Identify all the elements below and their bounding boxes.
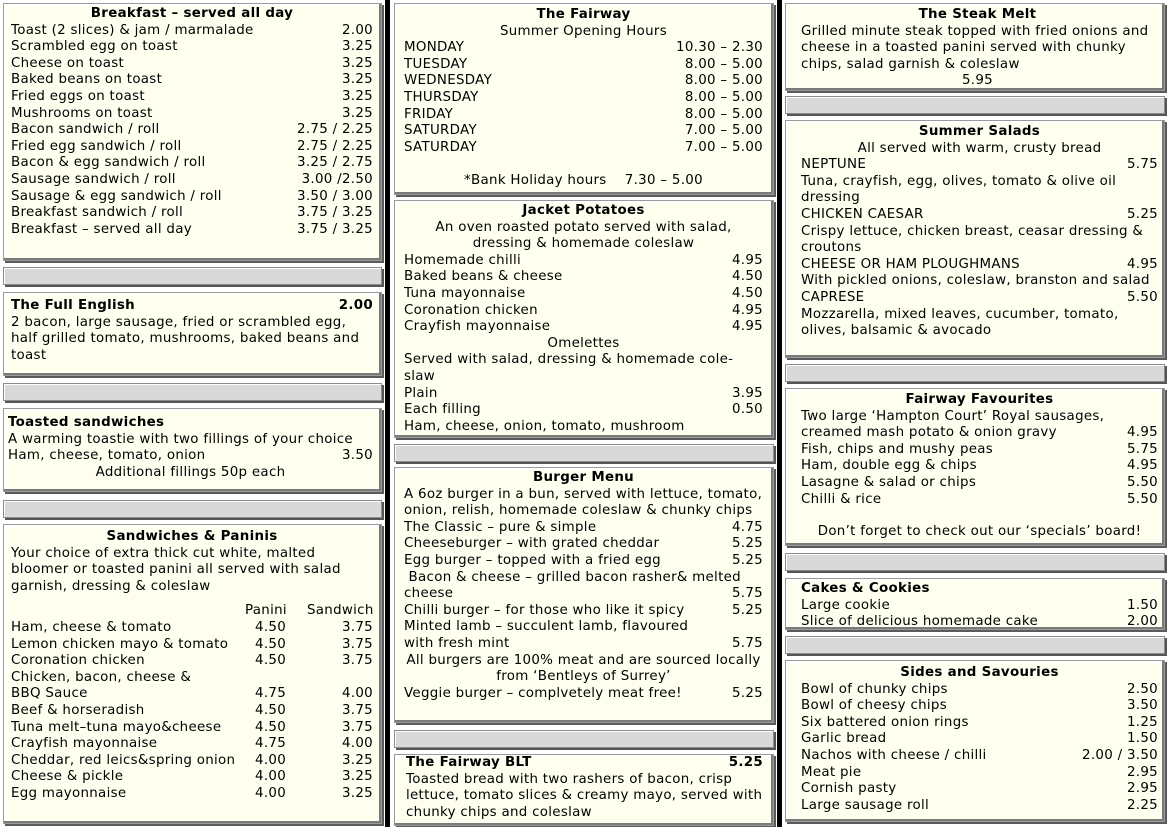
- cakes-panel: [785, 578, 1165, 630]
- menu-item: with fresh mint 5.75: [404, 635, 763, 651]
- full-english-description: 2 bacon, large sausage, fried or scrambled egg, half grilled tomato, mushrooms, baked beans and toast: [11, 314, 360, 363]
- menu-item: Each filling 0.50: [404, 402, 763, 418]
- hours-row: FRIDAY 8.00 – 5.00: [404, 106, 763, 122]
- sandwich-row: Chicken, bacon, cheese &: [11, 669, 192, 685]
- salad-description: Mozzarella, mixed leaves, cucumber, tomato, olives, balsamic & avocado: [801, 306, 1119, 339]
- sandwich-row: Tuna melt–tuna mayo&cheese 4.50 3.75: [11, 719, 373, 735]
- blt-description: Toasted bread with two rashers of bacon, crisp lettuce, tomato slices & creamy mayo, served with chunky chips and coleslaw: [406, 771, 763, 820]
- sandwiches-description: Your choice of extra thick cut white, malted bloomer or toasted panini all served with salad garnish, dressing & coleslaw: [11, 545, 341, 594]
- salad-item: CAPRESE 5.50: [801, 289, 1158, 305]
- menu-item: Mushrooms on toast 3.25: [11, 105, 373, 121]
- toasted-title: Toasted sandwiches: [8, 415, 165, 430]
- menu-item: Crayfish mayonnaise 4.95: [404, 319, 763, 335]
- menu-item: Meat pie 2.95: [801, 764, 1158, 780]
- hours-subtitle: Summer Opening Hours: [499, 23, 668, 39]
- opening-hours-panel: [394, 3, 774, 195]
- menu-item: Cheese on toast 3.25: [11, 55, 373, 71]
- hours-row: TUESDAY 8.00 – 5.00: [404, 56, 763, 72]
- sandwich-row: Beef & horseradish 4.50 3.75: [11, 702, 373, 718]
- menu-item: Garlic bread 1.50: [801, 731, 1158, 747]
- menu-item: Breakfast – served all day 3.75 / 3.25: [11, 221, 373, 237]
- column-divider-left: [385, 0, 390, 827]
- menu-item: Fried eggs on toast 3.25: [11, 88, 373, 104]
- menu-item: Cheeseburger – with grated cheddar 5.25: [404, 536, 763, 552]
- menu-item: Cornish pasty 2.95: [801, 781, 1158, 797]
- menu-item: Scrambled egg on toast 3.25: [11, 39, 373, 55]
- menu-item: Chilli & rice 5.50: [801, 491, 1158, 507]
- divider-bar: [3, 383, 382, 401]
- omelettes-title: Omelettes: [547, 335, 620, 351]
- menu-item: Toast (2 slices) & jam / marmalade 2.00: [11, 22, 373, 38]
- sandwiches-column-headers: [11, 603, 373, 620]
- column-sandwich: Sandwich: [307, 603, 374, 619]
- steak-price: 5.95: [961, 73, 993, 89]
- jacket-description: An oven roasted potato served with salad, dressing & homemade coleslaw: [435, 219, 732, 252]
- salad-item: CHEESE OR HAM PLOUGHMANS 4.95: [801, 256, 1158, 272]
- divider-bar: [785, 96, 1165, 114]
- divider-bar: [3, 500, 382, 518]
- divider-bar: [394, 444, 774, 462]
- divider-bar: [785, 364, 1165, 382]
- sandwich-row: Ham, cheese & tomato 4.50 3.75: [11, 619, 373, 635]
- favourites-title: Fairway Favourites: [905, 392, 1054, 407]
- burger-panel: [394, 467, 774, 723]
- steak-melt-panel: [785, 3, 1165, 91]
- hours-row: WEDNESDAY 8.00 – 5.00: [404, 73, 763, 89]
- menu-item: Bowl of chunky chips 2.50: [801, 681, 1158, 697]
- burger-title: Burger Menu: [532, 470, 635, 485]
- blt-price: 5.25: [728, 755, 763, 770]
- menu-item: Chilli burger – for those who like it spicy 5.25: [404, 602, 763, 618]
- cakes-title: Cakes & Cookies: [801, 581, 930, 596]
- bacon-burger-line: Bacon & cheese – grilled bacon rasher& melted: [404, 569, 741, 585]
- divider-bar: [394, 730, 774, 748]
- salad-description: With pickled onions, coleslaw, branston and salad: [801, 273, 1150, 289]
- breakfast-panel: [3, 3, 382, 261]
- toasted-panel: [3, 408, 382, 492]
- sandwiches-title: Sandwiches & Paninis: [106, 529, 278, 544]
- favourites-first-line: Two large ‘Hampton Court’ Royal sausages,: [801, 408, 1105, 424]
- menu-item: Egg burger – topped with a fried egg 5.25: [404, 552, 763, 568]
- burger-note: All burgers are 100% meat and are sourced locally from ‘Bentleys of Surrey’: [406, 652, 761, 685]
- sandwiches-panel: [3, 524, 382, 824]
- menu-item: Baked beans & cheese 4.50: [404, 269, 763, 285]
- full-english-panel: [3, 292, 382, 376]
- menu-item: Homemade chilli 4.95: [404, 252, 763, 268]
- menu-item: cheese 5.75: [404, 586, 763, 602]
- full-english-title: The Full English: [11, 298, 136, 313]
- blt-title: The Fairway BLT: [406, 755, 532, 770]
- breakfast-list: [11, 23, 373, 239]
- toasted-description: A warming toastie with two fillings of your choice: [8, 431, 353, 447]
- menu-item: Fish, chips and mushy peas 5.75: [801, 441, 1158, 457]
- menu-item: Bacon & egg sandwich / roll 3.25 / 2.75: [11, 155, 373, 171]
- specials-note: Don’t forget to check out our ‘specials’ board!: [817, 524, 1142, 540]
- divider-bar: [785, 553, 1165, 571]
- menu-item: Tuna mayonnaise 4.50: [404, 285, 763, 301]
- sandwich-row: Crayfish mayonnaise 4.75 4.00: [11, 736, 373, 752]
- omelettes-description: Served with salad, dressing & homemade cole-slaw: [404, 352, 734, 384]
- menu-item: Veggie burger – complvetely meat free! 5.25: [404, 685, 763, 701]
- jacket-title: Jacket Potatoes: [522, 203, 645, 218]
- sides-title: Sides and Savouries: [900, 665, 1059, 680]
- sandwich-row: Coronation chicken 4.50 3.75: [11, 653, 373, 669]
- salad-description: Tuna, crayfish, egg, olives, tomato & olive oil dressing: [801, 173, 1117, 206]
- breakfast-title: Breakfast – served all day: [90, 6, 294, 21]
- bank-holiday-hours: *Bank Holiday hours 7.30 – 5.00: [464, 173, 703, 189]
- fairway-favourites-panel: [785, 388, 1165, 546]
- salad-item: NEPTUNE 5.75: [801, 157, 1158, 173]
- column-divider-right: [777, 0, 782, 827]
- steak-title: The Steak Melt: [918, 7, 1037, 22]
- menu-item: Sausage & egg sandwich / roll 3.50 / 3.00: [11, 188, 373, 204]
- menu-item: Coronation chicken 4.95: [404, 302, 763, 318]
- menu-item: Nachos with cheese / chilli 2.00 / 3.50: [801, 747, 1158, 763]
- full-english-price: 2.00: [338, 298, 373, 313]
- menu-item: Ham, double egg & chips 4.95: [801, 458, 1158, 474]
- menu-item: Bowl of cheesy chips 3.50: [801, 698, 1158, 714]
- divider-bar: [3, 267, 382, 285]
- blt-header: [406, 755, 763, 772]
- menu-item: Large sausage roll 2.25: [801, 797, 1158, 813]
- summer-salads-panel: [785, 120, 1165, 358]
- column-panini: Panini: [245, 603, 287, 619]
- menu-item: creamed mash potato & onion gravy 4.95: [801, 425, 1158, 441]
- menu-item: Slice of delicious homemade cake 2.00: [801, 614, 1158, 630]
- blt-panel: [394, 754, 774, 826]
- menu-item: Breakfast sandwich / roll 3.75 / 3.25: [11, 205, 373, 221]
- menu-item: Fried egg sandwich / roll 2.75 / 2.25: [11, 138, 373, 154]
- menu-item: Large cookie 1.50: [801, 597, 1158, 613]
- sandwich-row: Lemon chicken mayo & tomato 4.50 3.75: [11, 636, 373, 652]
- sandwich-row: Cheese & pickle 4.00 3.25: [11, 769, 373, 785]
- menu-item: Lasagne & salad or chips 5.50: [801, 474, 1158, 490]
- menu-item: The Classic – pure & simple 4.75: [404, 519, 763, 535]
- salads-subtitle: All served with warm, crusty bread: [857, 140, 1102, 156]
- sandwich-row: Egg mayonnaise 4.00 3.25: [11, 785, 373, 801]
- salads-title: Summer Salads: [918, 124, 1041, 139]
- omelette-fillings: Ham, cheese, onion, tomato, mushroom: [404, 418, 685, 434]
- menu-item: Plain 3.95: [404, 385, 763, 401]
- salad-item: CHICKEN CAESAR 5.25: [801, 206, 1158, 222]
- sandwich-row: BBQ Sauce 4.75 4.00: [11, 686, 373, 702]
- hours-row: SATURDAY 7.00 – 5.00: [404, 123, 763, 139]
- menu-item: Sausage sandwich / roll 3.00 /2.50: [11, 171, 373, 187]
- hours-row: SATURDAY 7.00 – 5.00: [404, 139, 763, 155]
- jacket-potatoes-panel: [394, 200, 774, 438]
- divider-bar: [785, 636, 1165, 654]
- hours-row: MONDAY 10.30 – 2.30: [404, 40, 763, 56]
- menu-item: Bacon sandwich / roll 2.75 / 2.25: [11, 122, 373, 138]
- burger-description: A 6oz burger in a bun, served with lettuce, tomato, onion, relish, homemade coleslaw & chunky chips: [404, 486, 763, 519]
- menu-item: Ham, cheese, tomato, onion 3.50: [8, 448, 373, 464]
- menu-item: Baked beans on toast 3.25: [11, 72, 373, 88]
- salad-description: Crispy lettuce, chicken breast, ceasar dressing & croutons: [801, 223, 1144, 256]
- hours-title: The Fairway: [536, 7, 631, 22]
- menu-item: Six battered onion rings 1.25: [801, 714, 1158, 730]
- full-english-header: [11, 298, 373, 315]
- sides-panel: [785, 660, 1165, 822]
- hours-row: THURSDAY 8.00 – 5.00: [404, 89, 763, 105]
- lamb-burger-line: Minted lamb – succulent lamb, flavoured: [404, 619, 689, 635]
- steak-description: Grilled minute steak topped with fried onions and cheese in a toasted panini served with chunky chips, salad garnish & coleslaw: [801, 23, 1149, 72]
- toasted-note: Additional fillings 50p each: [95, 464, 286, 480]
- sandwich-row: Cheddar, red leics&spring onion 4.00 3.25: [11, 752, 373, 768]
